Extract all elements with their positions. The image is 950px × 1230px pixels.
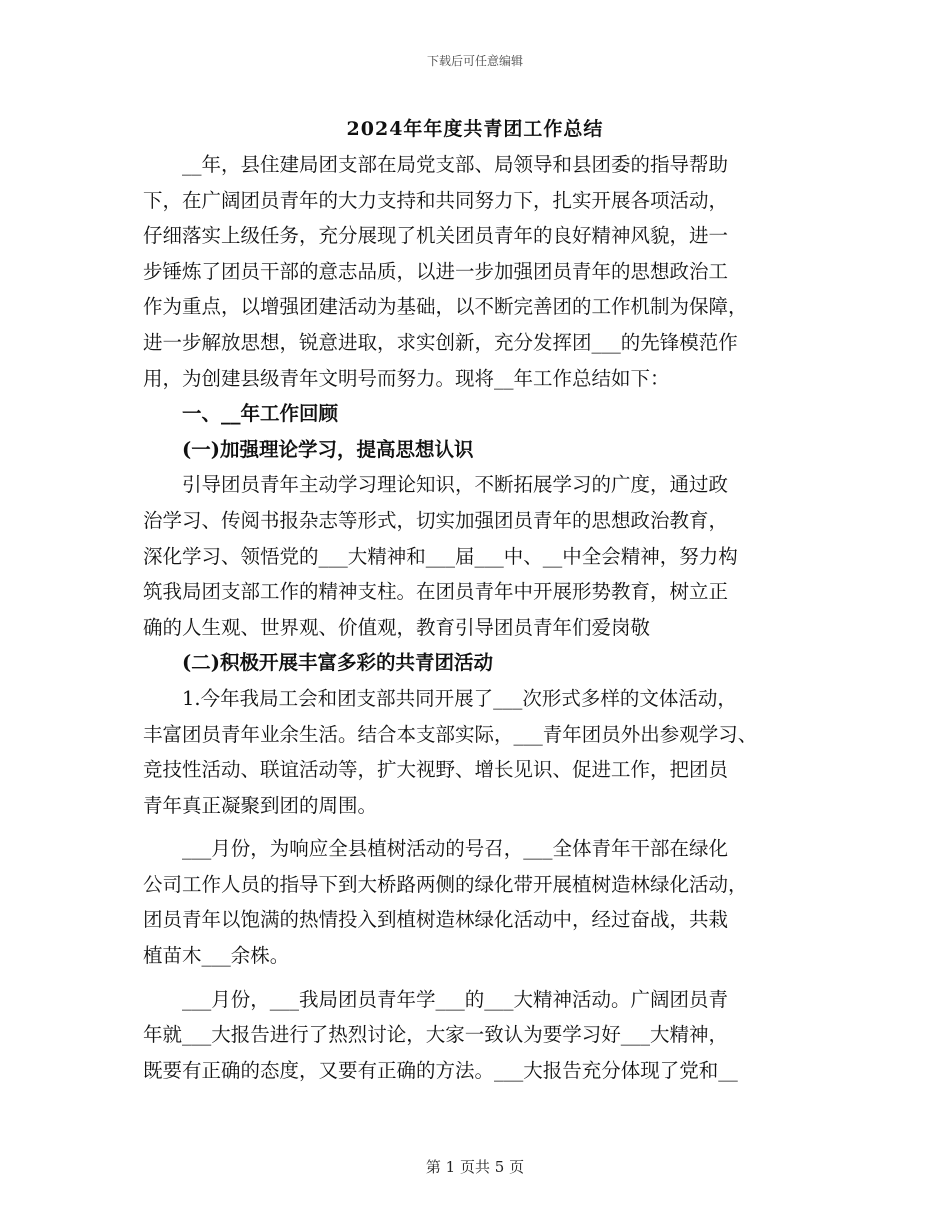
body-line: 公司工作人员的指导下到大桥路两侧的绿化带开展植树造林绿化活动，: [143, 872, 748, 896]
body-line: 年就___大报告进行了热烈讨论，大家一致认为要学习好___大精神，: [143, 1023, 729, 1047]
section-heading: 一、__年工作回顾: [143, 402, 339, 426]
body-line: 进一步解放思想，锐意进取，求实创新，充分发挥团___的先锋模范作: [143, 330, 738, 354]
page-header-note: 下载后可任意编辑: [426, 54, 523, 68]
body-line: __年，县住建局团支部在局党支部、局领导和县团委的指导帮助: [143, 153, 729, 176]
body-line: 确的人生观、世界观、价值观，教育引导团员青年们爱岗敬: [143, 615, 651, 639]
body-line: 筑我局团支部工作的精神支柱。在团员青年中开展形势教育，树立正: [143, 580, 729, 604]
body-line: 既要有正确的态度，又要有正确的方法。___大报告充分体现了党和__: [143, 1058, 738, 1082]
body-line: 引导团员青年主动学习理论知识，不断拓展学习的广度，通过政: [143, 473, 729, 497]
body-line: 作为重点，以增强团建活动为基础，以不断完善团的工作机制为保障，: [143, 295, 748, 319]
subsection-heading: (二)积极开展丰富多彩的共青团活动: [143, 651, 493, 675]
body-line: 深化学习、领悟党的___大精神和___届___中、__中全会精神，努力构: [143, 544, 738, 568]
subsection-heading: (一)加强理论学习，提高思想认识: [143, 437, 474, 461]
body-line: 仔细落实上级任务，充分展现了机关团员青年的良好精神风貌，进一: [143, 224, 729, 248]
body-line: 团员青年以饱满的热情投入到植树造林绿化活动中，经过奋战，共栽: [143, 908, 729, 932]
body-line: 植苗木___余株。: [143, 944, 290, 968]
document-body: [143, 147, 823, 1088]
body-line: 1.今年我局工会和团支部共同开展了___次形式多样的文体活动，: [143, 686, 737, 710]
body-line: 步锤炼了团员干部的意志品质，以进一步加强团员青年的思想政治工: [143, 259, 729, 283]
body-line: ___月份，___我局团员青年学___的___大精神活动。广阔团员青: [143, 987, 729, 1011]
page-number-footer: 第 1 页共 5 页: [425, 1158, 525, 1176]
document-title: 2024年年度共青团工作总结: [346, 118, 604, 140]
body-line: ___月份，为响应全县植树活动的号召，___全体青年干部在绿化: [143, 837, 729, 861]
body-line: 青年真正凝聚到团的周围。: [143, 793, 378, 817]
body-line: 竞技性活动、联谊活动等，扩大视野、增长见识、促进工作，把团员: [143, 758, 729, 782]
body-line: 用，为创建县级青年文明号而努力。现将__年工作总结如下：: [143, 366, 670, 390]
body-line: 丰富团员青年业余生活。结合本支部实际，___青年团员外出参观学习、: [143, 722, 758, 746]
body-line: 下，在广阔团员青年的大力支持和共同努力下，扎实开展各项活动，: [143, 188, 729, 212]
body-line: 治学习、传阅书报杂志等形式，切实加强团员青年的思想政治教育，: [143, 508, 729, 532]
